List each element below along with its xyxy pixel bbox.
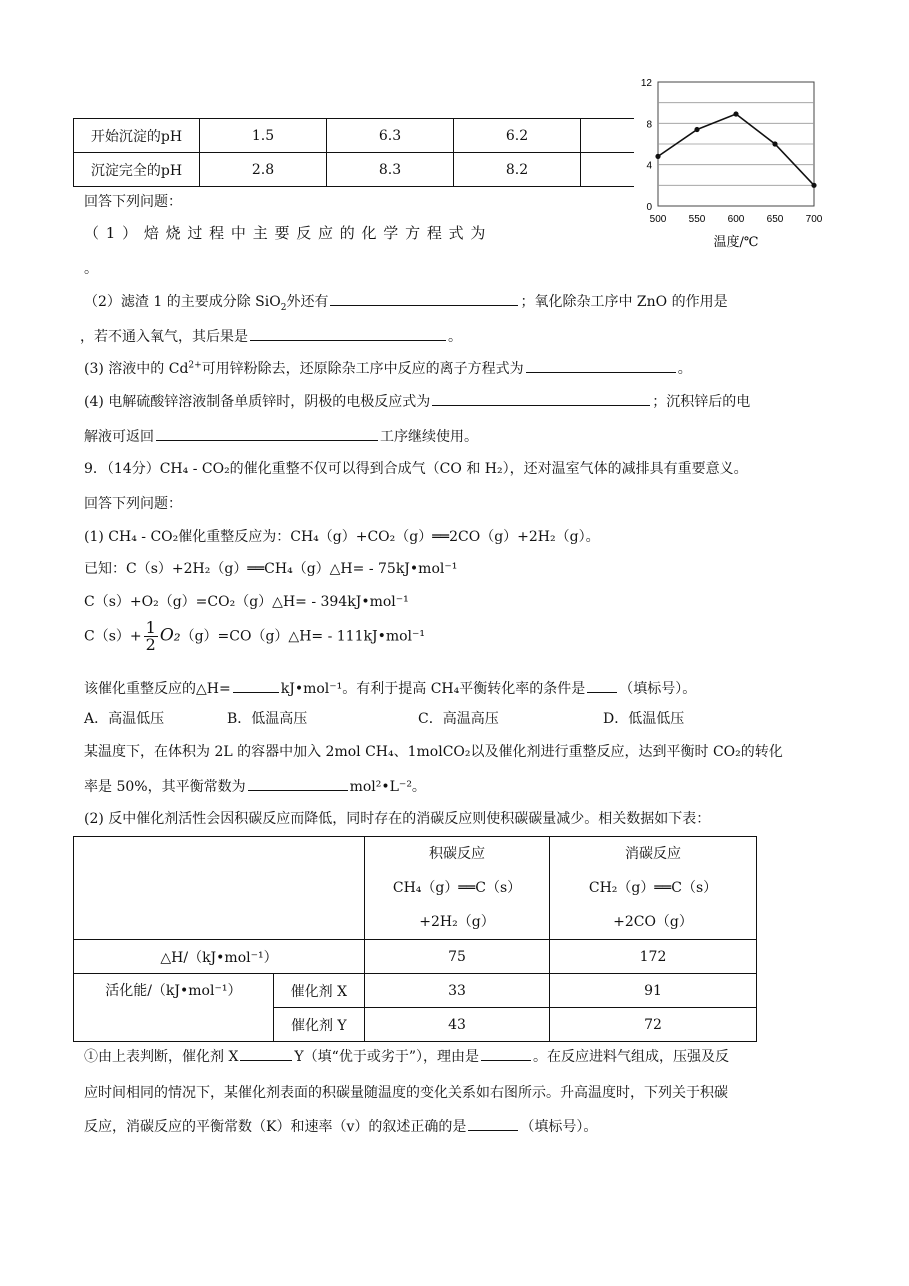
table-cell: 1.5 (200, 119, 327, 153)
q1-end: 。 (84, 261, 98, 277)
data-point (772, 141, 777, 146)
option-d: D．低温低压 (603, 711, 685, 727)
q4-line (84, 391, 750, 411)
table-cell (581, 153, 635, 187)
table-cell: 8.2 (454, 153, 581, 187)
table-cell: 6.3 (327, 119, 454, 153)
option-c: C．高温高压 (418, 711, 499, 727)
fraction-denominator: 2 (145, 635, 156, 654)
answer-prompt: 回答下列问题： (84, 194, 182, 210)
reaction-equation: (1) CH₄ - CO₂催化重整反应为：CH₄（g）+CO₂（g）══2CO（g）+2H₂（g）。 (84, 529, 600, 545)
answer-blank[interactable] (240, 1059, 292, 1061)
q-text: （填标号）。 (619, 681, 697, 697)
q2-line: （2）滤渣 1 的主要成分除 SiO$_2$外还有 ；氧化除杂工序中 ZnO 的作用是 (84, 294, 728, 313)
x-axis-label: 温度/℃ (713, 235, 759, 250)
q2-text: 外还有 (286, 294, 329, 310)
table-row (74, 974, 757, 1008)
x-tick-label: 700 (805, 214, 823, 225)
table-row (74, 837, 757, 940)
fraction-numerator: 1 (145, 618, 156, 637)
answer-prompt: 回答下列问题： (84, 496, 182, 512)
eq-text: O₂ (159, 625, 181, 646)
q3-text: 。 (677, 361, 692, 377)
q-text: 。在反应进料气组成，压强及反 (532, 1049, 729, 1065)
q3-text: (3) 溶液中的 Cd (84, 361, 189, 377)
q-text: kJ•mol⁻¹。有利于提高 CH₄平衡转化率的条件是 (280, 681, 586, 697)
catalyst-question (84, 1046, 729, 1066)
table-cell: 催化剂 Y (273, 1008, 364, 1042)
q-text: 该催化重整反应的△H= (84, 681, 231, 697)
table-cell: 8.3 (327, 153, 454, 187)
answer-blank[interactable] (432, 404, 650, 406)
q-text: 率是 50%，其平衡常数为 (84, 779, 246, 795)
header-text: +2H₂（g） (419, 914, 495, 930)
table-cell: 33 (365, 974, 550, 1008)
x-tick-label: 600 (727, 214, 745, 225)
q1-line: （ 1 ） 焙 烧 过 程 中 主 要 反 应 的 化 学 方 程 式 为 (84, 224, 487, 242)
answer-blank[interactable] (587, 691, 617, 693)
table-cell: 43 (365, 1008, 550, 1042)
table-cell (550, 837, 757, 940)
enthalpy-question (84, 678, 696, 698)
known-equation-2: C（s）+O₂（g）=CO₂（g）△H= - 394kJ•mol⁻¹ (84, 594, 409, 610)
known-equation-3 (84, 620, 425, 653)
data-point (694, 127, 699, 132)
table-cell: 75 (365, 940, 550, 974)
q2-text: （2）滤渣 1 的主要成分除 SiO (84, 294, 281, 310)
q2-text: 。 (448, 329, 462, 345)
option-a: A．高温低压 (84, 711, 165, 727)
q2-text: ；氧化除杂工序中 ZnO 的作用是 (520, 294, 728, 310)
q-text: ①由上表判断，催化剂 X (84, 1049, 239, 1065)
q-text: mol²•L⁻²。 (349, 779, 426, 795)
catalyst-intro: (2) 反中催化剂活性会因积碳反应而降低，同时存在的消碳反应则使积碳碳量减少。相关数据如下表： (84, 811, 711, 827)
table-row (74, 119, 635, 153)
answer-blank[interactable] (248, 789, 348, 791)
eq-text: （g）=CO（g）△H= - 111kJ•mol⁻¹ (180, 628, 426, 645)
y-tick-label: 8 (646, 119, 652, 131)
answer-blank[interactable] (468, 1129, 518, 1131)
q-text: Y（填“优于或劣于”），理由是 (294, 1049, 479, 1065)
table-cell: 沉淀完全的pH (74, 153, 200, 187)
table-cell (74, 837, 365, 940)
q4-line2 (84, 426, 478, 446)
data-point (655, 154, 660, 159)
table-cell: △H/（kJ•mol⁻¹） (74, 940, 365, 974)
data-point (811, 183, 816, 188)
y-tick-label: 0 (646, 202, 652, 213)
table-cell: 2.8 (200, 153, 327, 187)
y-tick-label: 4 (646, 160, 652, 172)
known-equation-1: 已知：C（s）+2H₂（g）══CH₄（g）△H= - 75kJ•mol⁻¹ (84, 561, 458, 577)
x-tick-label: 650 (766, 214, 784, 225)
catalyst-question-3 (84, 1116, 597, 1136)
problem-9-title: 9．（14分）CH₄ - CO₂的催化重整不仅可以得到合成气（CO 和 H₂），还对温室气体的减排具有重要意义。 (84, 461, 748, 477)
y-tick-label: 12 (640, 78, 652, 89)
table-cell: 催化剂 X (273, 974, 364, 1008)
table-cell (365, 837, 550, 940)
header-text: +2CO（g） (613, 914, 693, 930)
q-text: 反应，消碳反应的平衡常数（K）和速率（v）的叙述正确的是 (84, 1119, 467, 1135)
option-b: B．低温高压 (227, 711, 308, 727)
q-text: （填标号）。 (520, 1119, 598, 1135)
answer-blank[interactable] (156, 439, 378, 441)
q3-text: 可用锌粉除去，还原除杂工序中反应的离子方程式为 (201, 361, 524, 377)
table-cell: 开始沉淀的pH (74, 119, 200, 153)
data-point (733, 111, 738, 116)
q4-text: 解液可返回 (84, 429, 154, 445)
table-cell: 72 (550, 1008, 757, 1042)
x-tick-label: 500 (649, 214, 667, 225)
table-cell (581, 119, 635, 153)
catalyst-question-2: 应时间相同的情况下，某催化剂表面的积碳量随温度的变化关系如右图所示。升高温度时，下列关于积碳 (84, 1085, 728, 1101)
table-cell: 6.2 (454, 119, 581, 153)
answer-blank[interactable] (481, 1059, 531, 1061)
q2-text: ，若不通入氧气，其后果是 (80, 329, 248, 345)
header-text: 消碳反应 (625, 846, 681, 862)
eq-text: C（s）+ (84, 628, 142, 645)
table-cell: 172 (550, 940, 757, 974)
q4-text: (4) 电解硫酸锌溶液制备单质锌时，阴极的电极反应式为 (84, 394, 431, 410)
header-text: CH₂（g）══C（s） (588, 880, 718, 896)
answer-blank[interactable] (250, 339, 446, 341)
table-cell: 活化能/（kJ•mol⁻¹） (74, 974, 274, 1042)
answer-blank[interactable] (233, 691, 279, 693)
table-cell: 91 (550, 974, 757, 1008)
carbon-vs-temperature-chart (630, 72, 830, 257)
catalyst-table (73, 836, 757, 1042)
q3-line: (3) 溶液中的 $Cd^{2+}$可用锌粉除去，还原除杂工序中反应的离子方程式为 。 (84, 360, 692, 377)
equilibrium-question (84, 776, 426, 796)
header-text: CH₄（g）══C（s） (392, 880, 522, 896)
fraction-half (144, 620, 158, 653)
q2-line2 (80, 326, 462, 346)
answer-blank[interactable] (526, 371, 676, 373)
answer-blank[interactable] (330, 304, 518, 306)
table-row (74, 153, 635, 187)
x-tick-label: 550 (688, 214, 706, 225)
ph-table (73, 118, 634, 187)
equilibrium-text: 某温度下，在体积为 2L 的容器中加入 2mol CH₄、1molCO₂以及催化剂进行重整反应，达到平衡时 CO₂的转化 (84, 744, 783, 760)
q4-text: ；沉积锌后的电 (652, 394, 751, 410)
header-text: 积碳反应 (429, 846, 485, 862)
q4-text: 工序继续使用。 (380, 429, 478, 445)
table-row (74, 940, 757, 974)
